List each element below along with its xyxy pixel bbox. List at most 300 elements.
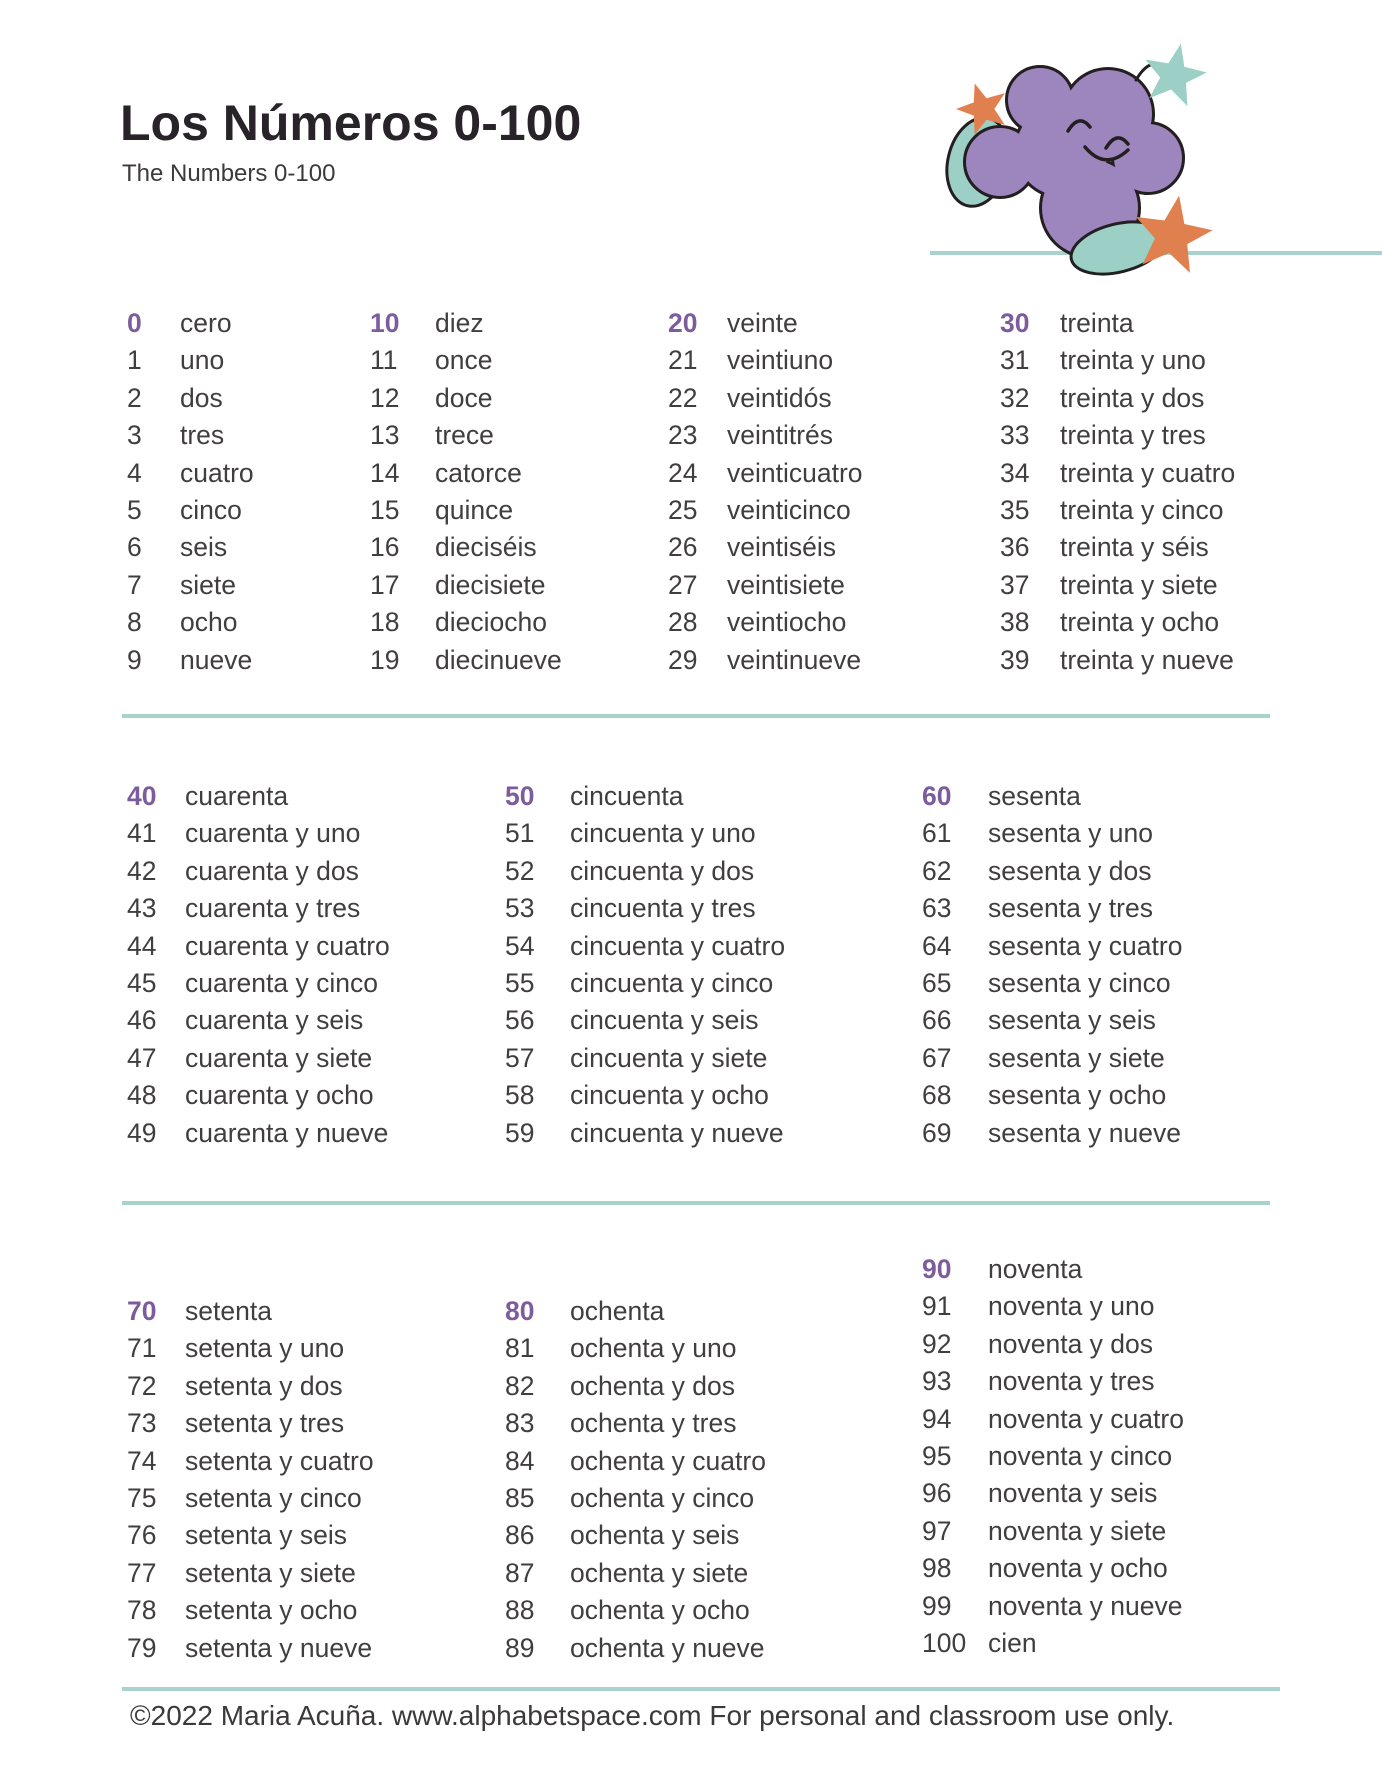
- number-cell: 53: [505, 893, 535, 924]
- number-row: [922, 1438, 1184, 1475]
- word-cell: veintinueve: [727, 644, 862, 675]
- number-cell: 59: [505, 1117, 535, 1148]
- word-cell: setenta y uno: [185, 1333, 345, 1364]
- word-cell: sesenta y tres: [988, 893, 1153, 924]
- number-cell: 22: [668, 382, 698, 413]
- number-cell: 11: [370, 345, 398, 376]
- number-row: [127, 928, 390, 965]
- number-row: [505, 965, 785, 1002]
- number-cell: 82: [505, 1370, 535, 1401]
- number-row: [127, 380, 254, 417]
- header-word: ochenta: [570, 1296, 665, 1326]
- word-cell: noventa y tres: [988, 1366, 1155, 1397]
- number-row: [370, 455, 562, 492]
- word-cell: treinta y siete: [1060, 569, 1218, 600]
- word-cell: sesenta y uno: [988, 818, 1154, 849]
- word-cell: cuatro: [180, 457, 254, 488]
- word-cell: ochenta y tres: [570, 1408, 737, 1439]
- number-row: [370, 642, 562, 679]
- header-word: treinta: [1060, 308, 1134, 338]
- column-header-row: [370, 305, 562, 342]
- number-row: [370, 492, 562, 529]
- word-cell: ochenta y ocho: [570, 1595, 750, 1626]
- number-row: [668, 417, 863, 454]
- header-word: veinte: [727, 308, 798, 338]
- number-cell: 86: [505, 1520, 535, 1551]
- number-cell: 85: [505, 1483, 535, 1514]
- word-cell: sesenta y siete: [988, 1042, 1165, 1073]
- number-row: [127, 342, 254, 379]
- word-cell: ochenta y uno: [570, 1333, 737, 1364]
- number-row: [668, 342, 863, 379]
- header-number: 0: [127, 308, 142, 338]
- word-cell: dieciocho: [435, 607, 547, 638]
- word-cell: veintiuno: [727, 345, 834, 376]
- number-cell: 98: [922, 1553, 952, 1584]
- number-cell: 33: [1000, 420, 1030, 451]
- number-cell: 79: [127, 1632, 157, 1663]
- number-row: [668, 604, 863, 641]
- number-row: [1000, 529, 1235, 566]
- word-cell: treinta y cinco: [1060, 495, 1224, 526]
- number-cell: 51: [505, 818, 535, 849]
- number-row: [127, 965, 390, 1002]
- number-row: [505, 1405, 766, 1442]
- number-cell: 89: [505, 1632, 535, 1663]
- word-cell: treinta y dos: [1060, 382, 1205, 413]
- word-cell: dieciséis: [435, 532, 537, 563]
- number-cell: 65: [922, 968, 952, 999]
- word-cell: treinta y uno: [1060, 345, 1206, 376]
- number-row: [127, 417, 254, 454]
- word-cell: cuarenta y ocho: [185, 1080, 374, 1111]
- number-cell: 68: [922, 1080, 952, 1111]
- number-cell: 46: [127, 1005, 157, 1036]
- number-cell: 95: [922, 1441, 952, 1472]
- number-row: [922, 1002, 1182, 1039]
- word-cell: cuarenta y uno: [185, 818, 361, 849]
- header-number: 70: [127, 1296, 157, 1326]
- number-cell: 23: [668, 420, 698, 451]
- word-cell: veinticuatro: [727, 457, 863, 488]
- number-row: [1000, 455, 1235, 492]
- word-cell: noventa y ocho: [988, 1553, 1168, 1584]
- number-cell: 78: [127, 1595, 157, 1626]
- number-row: [370, 342, 562, 379]
- number-row: [922, 1550, 1184, 1587]
- page-title: Los Números 0-100: [120, 95, 582, 151]
- number-cell: 56: [505, 1005, 535, 1036]
- header-word: setenta: [185, 1296, 272, 1326]
- number-row: [127, 815, 390, 852]
- number-column-50s: [505, 778, 785, 1152]
- number-row: [922, 1475, 1184, 1512]
- number-row: [127, 1330, 374, 1367]
- word-cell: ochenta y cuatro: [570, 1445, 766, 1476]
- mascot-illustration: [915, 28, 1382, 290]
- number-cell: 26: [668, 532, 698, 563]
- word-cell: ochenta y seis: [570, 1520, 740, 1551]
- word-cell: setenta y nueve: [185, 1632, 373, 1663]
- word-cell: noventa y siete: [988, 1515, 1167, 1546]
- number-cell: 81: [505, 1333, 535, 1364]
- number-cell: 63: [922, 893, 952, 924]
- number-cell: 91: [922, 1291, 952, 1322]
- number-row: [922, 890, 1182, 927]
- number-row: [370, 417, 562, 454]
- number-row: [668, 492, 863, 529]
- word-cell: seis: [180, 532, 228, 563]
- word-cell: treinta y tres: [1060, 420, 1206, 451]
- footer-credit: ©2022 Maria Acuña. www.alphabetspace.com For personal and classroom use only.: [130, 1700, 1175, 1731]
- word-cell: cincuenta y cinco: [570, 968, 774, 999]
- number-cell: 3: [127, 420, 142, 451]
- number-row: [127, 455, 254, 492]
- number-cell: 64: [922, 930, 952, 961]
- number-cell: 12: [370, 382, 400, 413]
- number-cell: 93: [922, 1366, 952, 1397]
- number-row: [668, 380, 863, 417]
- word-cell: treinta y ocho: [1060, 607, 1220, 638]
- word-cell: cincuenta y tres: [570, 893, 756, 924]
- number-cell: 15: [370, 495, 400, 526]
- number-row: [668, 567, 863, 604]
- word-cell: setenta y cuatro: [185, 1445, 374, 1476]
- number-row: [922, 965, 1182, 1002]
- number-row: [668, 642, 863, 679]
- number-row: [505, 1330, 766, 1367]
- word-cell: ochenta y dos: [570, 1370, 736, 1401]
- word-cell: cuarenta y cinco: [185, 968, 378, 999]
- number-row: [127, 853, 390, 890]
- number-cell: 27: [668, 569, 698, 600]
- number-row: [505, 928, 785, 965]
- number-row: [127, 1592, 374, 1629]
- word-cell: setenta y ocho: [185, 1595, 358, 1626]
- number-row: [370, 604, 562, 641]
- word-cell: setenta y tres: [185, 1408, 345, 1439]
- word-cell: cincuenta y uno: [570, 818, 756, 849]
- word-cell: cincuenta y nueve: [570, 1117, 784, 1148]
- number-row: [505, 1443, 766, 1480]
- word-cell: sesenta y ocho: [988, 1080, 1167, 1111]
- column-header-row: [127, 305, 254, 342]
- number-row: [127, 492, 254, 529]
- number-cell: 7: [127, 569, 142, 600]
- number-row: [127, 529, 254, 566]
- number-row: [1000, 492, 1235, 529]
- number-row: [505, 1517, 766, 1554]
- number-cell: 92: [922, 1328, 952, 1359]
- number-cell: 55: [505, 968, 535, 999]
- word-cell: ochenta y cinco: [570, 1483, 755, 1514]
- header-number: 10: [370, 308, 400, 338]
- number-column-90s: [922, 1251, 1184, 1662]
- number-row: [127, 890, 390, 927]
- number-cell: 75: [127, 1483, 157, 1514]
- number-column-70s: [127, 1293, 374, 1667]
- word-cell: veintitrés: [727, 420, 834, 451]
- number-row: [127, 1630, 374, 1667]
- number-cell: 28: [668, 607, 698, 638]
- word-cell: cincuenta y siete: [570, 1042, 768, 1073]
- word-cell: setenta y siete: [185, 1557, 356, 1588]
- number-cell: 6: [127, 532, 142, 563]
- number-row: [370, 529, 562, 566]
- number-cell: 45: [127, 968, 157, 999]
- number-row: [370, 380, 562, 417]
- header-word: cincuenta: [570, 781, 684, 811]
- header-number: 90: [922, 1254, 952, 1284]
- number-cell: 5: [127, 495, 142, 526]
- number-cell: 16: [370, 532, 400, 563]
- number-cell: 87: [505, 1557, 535, 1588]
- word-cell: sesenta y cinco: [988, 968, 1171, 999]
- number-cell: 41: [127, 818, 157, 849]
- number-cell: 99: [922, 1590, 952, 1621]
- word-cell: noventa y dos: [988, 1328, 1154, 1359]
- header-number: 20: [668, 308, 698, 338]
- number-row: [922, 1625, 1184, 1662]
- number-cell: 14: [370, 457, 400, 488]
- word-cell: noventa y nueve: [988, 1590, 1183, 1621]
- header-word: cero: [180, 308, 232, 338]
- number-row: [127, 1480, 374, 1517]
- word-cell: sesenta y seis: [988, 1005, 1156, 1036]
- number-column-60s: [922, 778, 1182, 1152]
- word-cell: nueve: [180, 644, 253, 675]
- number-cell: 48: [127, 1080, 157, 1111]
- word-cell: quince: [435, 495, 514, 526]
- number-row: [127, 1555, 374, 1592]
- number-column-0s: [127, 305, 254, 679]
- word-cell: setenta y dos: [185, 1370, 343, 1401]
- word-cell: cinco: [180, 495, 242, 526]
- number-cell: 2: [127, 382, 142, 413]
- number-row: [505, 1368, 766, 1405]
- footer-divider: [122, 1687, 1280, 1691]
- page-subtitle: The Numbers 0-100: [122, 160, 336, 187]
- column-header-row: [505, 778, 785, 815]
- number-row: [127, 1115, 390, 1152]
- number-cell: 49: [127, 1117, 157, 1148]
- number-cell: 96: [922, 1478, 952, 1509]
- word-cell: setenta y seis: [185, 1520, 348, 1551]
- number-cell: 74: [127, 1445, 157, 1476]
- number-row: [668, 455, 863, 492]
- number-row: [1000, 567, 1235, 604]
- word-cell: cuarenta y seis: [185, 1005, 364, 1036]
- number-cell: 8: [127, 607, 142, 638]
- number-cell: 36: [1000, 532, 1030, 563]
- column-header-row: [505, 1293, 766, 1330]
- number-row: [922, 1401, 1184, 1438]
- number-cell: 67: [922, 1042, 952, 1073]
- number-row: [922, 1513, 1184, 1550]
- number-row: [127, 567, 254, 604]
- number-cell: 88: [505, 1595, 535, 1626]
- number-row: [127, 604, 254, 641]
- number-row: [922, 1115, 1182, 1152]
- word-cell: cuarenta y dos: [185, 855, 359, 886]
- word-cell: tres: [180, 420, 225, 451]
- word-cell: ochenta y nueve: [570, 1632, 765, 1663]
- word-cell: veintidós: [727, 382, 832, 413]
- number-row: [127, 1002, 390, 1039]
- header-number: 30: [1000, 308, 1030, 338]
- number-row: [922, 1363, 1184, 1400]
- section-divider-2: [122, 1201, 1270, 1205]
- number-column-30s: [1000, 305, 1235, 679]
- number-cell: 61: [922, 818, 952, 849]
- number-cell: 83: [505, 1408, 535, 1439]
- word-cell: catorce: [435, 457, 522, 488]
- word-cell: cincuenta y ocho: [570, 1080, 769, 1111]
- column-header-row: [127, 1293, 374, 1330]
- number-row: [1000, 642, 1235, 679]
- number-row: [922, 853, 1182, 890]
- number-row: [505, 1115, 785, 1152]
- number-cell: 24: [668, 457, 698, 488]
- word-cell: cincuenta y seis: [570, 1005, 759, 1036]
- number-cell: 72: [127, 1370, 157, 1401]
- number-cell: 17: [370, 569, 400, 600]
- number-cell: 58: [505, 1080, 535, 1111]
- word-cell: noventa y cinco: [988, 1441, 1173, 1472]
- word-cell: veintisiete: [727, 569, 845, 600]
- number-cell: 38: [1000, 607, 1030, 638]
- word-cell: cuarenta y nueve: [185, 1117, 389, 1148]
- header-word: sesenta: [988, 781, 1081, 811]
- header-number: 50: [505, 781, 535, 811]
- word-cell: noventa y seis: [988, 1478, 1158, 1509]
- number-cell: 57: [505, 1042, 535, 1073]
- number-row: [505, 1077, 785, 1114]
- number-cell: 73: [127, 1408, 157, 1439]
- word-cell: dos: [180, 382, 223, 413]
- number-row: [127, 1040, 390, 1077]
- number-column-10s: [370, 305, 562, 679]
- header-number: 40: [127, 781, 157, 811]
- number-cell: 4: [127, 457, 142, 488]
- number-row: [922, 1326, 1184, 1363]
- number-row: [1000, 417, 1235, 454]
- number-cell: 1: [127, 345, 142, 376]
- number-cell: 37: [1000, 569, 1030, 600]
- number-cell: 21: [668, 345, 698, 376]
- number-cell: 54: [505, 930, 535, 961]
- number-row: [505, 1592, 766, 1629]
- number-cell: 71: [127, 1333, 157, 1364]
- word-cell: cuarenta y tres: [185, 893, 361, 924]
- word-cell: sesenta y dos: [988, 855, 1152, 886]
- number-row: [127, 1077, 390, 1114]
- number-cell: 34: [1000, 457, 1030, 488]
- column-header-row: [127, 778, 390, 815]
- number-row: [505, 853, 785, 890]
- number-row: [1000, 342, 1235, 379]
- word-cell: treinta y séis: [1060, 532, 1209, 563]
- word-cell: once: [435, 345, 493, 376]
- number-row: [127, 1368, 374, 1405]
- number-row: [922, 928, 1182, 965]
- word-cell: cuarenta y siete: [185, 1042, 373, 1073]
- word-cell: veinticinco: [727, 495, 851, 526]
- header-number: 80: [505, 1296, 535, 1326]
- number-row: [668, 529, 863, 566]
- number-cell: 44: [127, 930, 157, 961]
- number-cell: 94: [922, 1403, 952, 1434]
- number-cell: 32: [1000, 382, 1030, 413]
- number-cell: 100: [922, 1628, 967, 1659]
- column-header-row: [668, 305, 863, 342]
- word-cell: cincuenta y cuatro: [570, 930, 786, 961]
- word-cell: diecinueve: [435, 644, 562, 675]
- number-row: [505, 890, 785, 927]
- number-cell: 97: [922, 1515, 952, 1546]
- number-cell: 39: [1000, 644, 1030, 675]
- word-cell: noventa y cuatro: [988, 1403, 1184, 1434]
- number-row: [505, 1002, 785, 1039]
- header-word: diez: [435, 308, 484, 338]
- number-row: [127, 1517, 374, 1554]
- number-row: [505, 1555, 766, 1592]
- word-cell: sesenta y nueve: [988, 1117, 1181, 1148]
- number-row: [127, 642, 254, 679]
- number-column-40s: [127, 778, 390, 1152]
- word-cell: veintiséis: [727, 532, 836, 563]
- word-cell: diecisiete: [435, 569, 546, 600]
- number-row: [505, 815, 785, 852]
- number-cell: 52: [505, 855, 535, 886]
- word-cell: ochenta y siete: [570, 1557, 749, 1588]
- word-cell: uno: [180, 345, 225, 376]
- word-cell: siete: [180, 569, 236, 600]
- number-cell: 66: [922, 1005, 952, 1036]
- number-row: [922, 1288, 1184, 1325]
- number-cell: 76: [127, 1520, 157, 1551]
- number-cell: 13: [370, 420, 400, 451]
- number-row: [922, 1077, 1182, 1114]
- number-cell: 77: [127, 1557, 157, 1588]
- column-header-row: [1000, 305, 1235, 342]
- column-header-row: [922, 778, 1182, 815]
- number-cell: 35: [1000, 495, 1030, 526]
- word-cell: setenta y cinco: [185, 1483, 362, 1514]
- number-row: [922, 1588, 1184, 1625]
- word-cell: trece: [435, 420, 494, 451]
- header-number: 60: [922, 781, 952, 811]
- word-cell: sesenta y cuatro: [988, 930, 1183, 961]
- number-cell: 43: [127, 893, 157, 924]
- header-word: noventa: [988, 1254, 1083, 1284]
- number-cell: 19: [370, 644, 400, 675]
- number-row: [505, 1630, 766, 1667]
- number-row: [922, 1040, 1182, 1077]
- number-cell: 42: [127, 855, 157, 886]
- column-header-row: [922, 1251, 1184, 1288]
- number-row: [370, 567, 562, 604]
- number-row: [1000, 380, 1235, 417]
- number-cell: 62: [922, 855, 952, 886]
- header-word: cuarenta: [185, 781, 289, 811]
- word-cell: ocho: [180, 607, 238, 638]
- word-cell: treinta y nueve: [1060, 644, 1234, 675]
- number-cell: 9: [127, 644, 142, 675]
- number-cell: 84: [505, 1445, 535, 1476]
- word-cell: noventa y uno: [988, 1291, 1155, 1322]
- number-row: [127, 1443, 374, 1480]
